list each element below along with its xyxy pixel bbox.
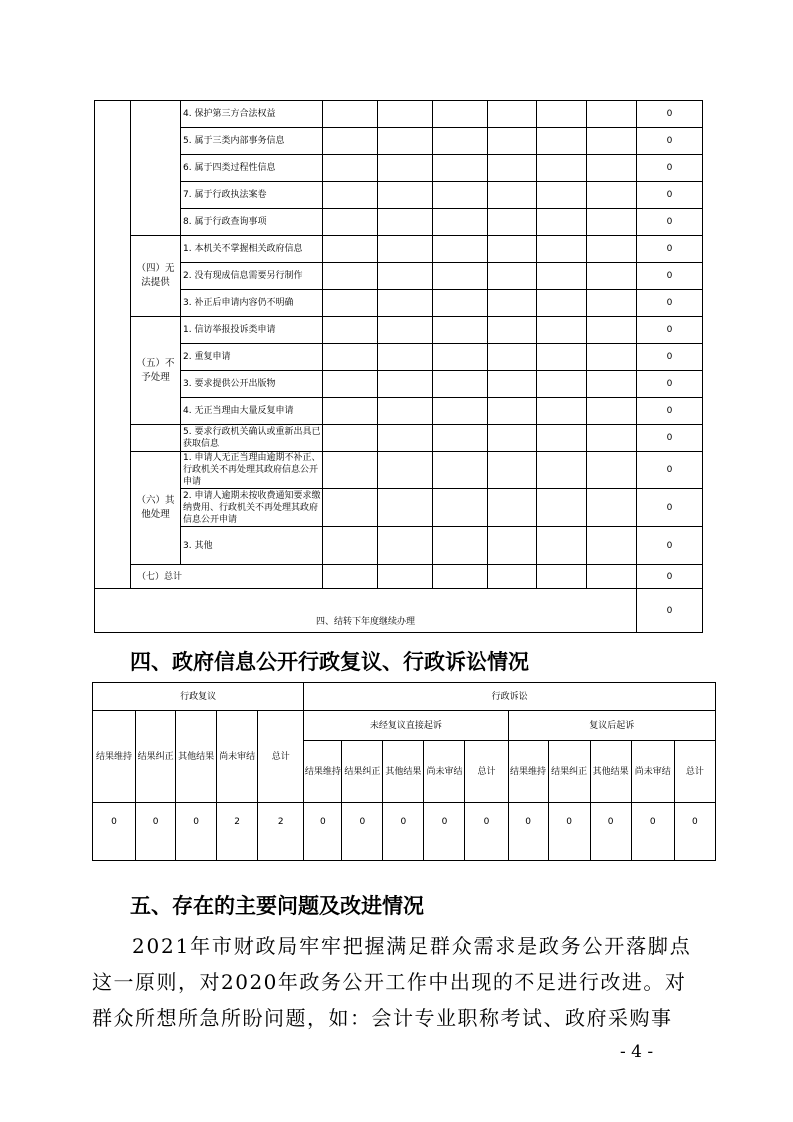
empty-cell: [323, 527, 378, 565]
empty-cell: [488, 101, 537, 128]
empty-cell: [587, 452, 637, 489]
empty-cell: [378, 101, 433, 128]
empty-cell: [323, 263, 378, 290]
direct-value: 0: [424, 803, 465, 861]
empty-cell: [323, 128, 378, 155]
category-cell: （五）不予处理: [131, 317, 181, 425]
application-handling-table: [94, 100, 703, 633]
empty-cell: [433, 452, 488, 489]
item-label: 8. 属于行政查询事项: [181, 209, 323, 236]
empty-cell: [488, 128, 537, 155]
empty-cell: [433, 489, 488, 527]
direct-value: 0: [383, 803, 424, 861]
empty-cell: [537, 489, 587, 527]
item-label: 4. 保护第三方合法权益: [181, 101, 323, 128]
after-review-value: 0: [674, 803, 715, 861]
empty-cell: [323, 317, 378, 344]
review-col-header: 尚未审结: [217, 711, 258, 803]
empty-cell: [488, 527, 537, 565]
review-value: 0: [176, 803, 217, 861]
empty-cell: [378, 527, 433, 565]
after-review-col-header: 结果维持: [508, 741, 548, 803]
review-col-header: 结果维持: [93, 711, 136, 803]
empty-cell: [587, 155, 637, 182]
empty-cell: [433, 209, 488, 236]
review-col-header: 其他结果: [176, 711, 217, 803]
after-review-value: 0: [631, 803, 674, 861]
empty-cell: [537, 398, 587, 425]
review-col-header: 总计: [258, 711, 304, 803]
empty-cell: [433, 527, 488, 565]
outer-merged-cell: [95, 101, 131, 589]
empty-cell: [323, 489, 378, 527]
empty-cell: [537, 155, 587, 182]
empty-cell: [537, 209, 587, 236]
review-value: 0: [93, 803, 136, 861]
after-review-value: 0: [508, 803, 548, 861]
item-total: 0: [637, 489, 703, 527]
item-label: 4. 无正当理由大量反复申请: [181, 398, 323, 425]
empty-cell: [537, 565, 587, 589]
empty-cell: [488, 263, 537, 290]
empty-cell: [537, 128, 587, 155]
empty-cell: [537, 101, 587, 128]
empty-cell: [587, 398, 637, 425]
empty-cell: [433, 236, 488, 263]
empty-cell: [378, 371, 433, 398]
empty-cell: [433, 565, 488, 589]
item-total: 0: [637, 182, 703, 209]
empty-cell: [323, 452, 378, 489]
empty-cell: [488, 425, 537, 452]
empty-cell: [537, 290, 587, 317]
item-label: 3. 补正后申请内容仍不明确: [181, 290, 323, 317]
empty-cell: [433, 398, 488, 425]
review-litigation-table: [92, 682, 716, 861]
after-review-col-header: 总计: [674, 741, 715, 803]
page-number: - 4 -: [620, 1042, 654, 1062]
empty-cell: [537, 263, 587, 290]
item-total: 0: [637, 317, 703, 344]
empty-cell: [488, 489, 537, 527]
empty-cell: [537, 236, 587, 263]
item-total: 0: [637, 209, 703, 236]
subtotal-label: （七）总计: [131, 565, 323, 589]
empty-cell: [537, 317, 587, 344]
empty-cell: [537, 452, 587, 489]
direct-lawsuit-header: 未经复议直接起诉: [304, 711, 508, 741]
item-label: 1. 本机关不掌握相关政府信息: [181, 236, 323, 263]
after-review-lawsuit-header: 复议后起诉: [508, 711, 715, 741]
empty-cell: [488, 155, 537, 182]
section-5-heading: 五、存在的主要问题及改进情况: [130, 894, 424, 918]
empty-cell: [587, 209, 637, 236]
direct-col-header: 结果维持: [304, 741, 342, 803]
empty-cell: [378, 425, 433, 452]
empty-cell: [587, 344, 637, 371]
review-value: 0: [136, 803, 176, 861]
item-total: 0: [637, 236, 703, 263]
empty-cell: [488, 565, 537, 589]
empty-cell: [488, 209, 537, 236]
paragraph-line: 2021年市财政局牢牢把握满足群众需求是政务公开落脚点: [132, 934, 692, 958]
empty-cell: [587, 489, 637, 527]
direct-col-header: 其他结果: [383, 741, 424, 803]
empty-cell: [488, 236, 537, 263]
empty-cell: [433, 182, 488, 209]
direct-col-header: 结果纠正: [342, 741, 383, 803]
item-total: 0: [637, 101, 703, 128]
direct-col-header: 总计: [465, 741, 508, 803]
empty-cell: [587, 317, 637, 344]
empty-cell: [378, 128, 433, 155]
empty-cell: [378, 317, 433, 344]
empty-cell: [378, 290, 433, 317]
empty-cell: [488, 344, 537, 371]
empty-cell: [587, 565, 637, 589]
item-label: 3. 要求提供公开出版物: [181, 371, 323, 398]
item-label: 6. 属于四类过程性信息: [181, 155, 323, 182]
empty-cell: [587, 371, 637, 398]
carry-over-label: 四、结转下年度继续办理: [95, 589, 637, 633]
empty-cell: [323, 371, 378, 398]
item-label: 5. 属于三类内部事务信息: [181, 128, 323, 155]
item-label: 2. 没有现成信息需要另行制作: [181, 263, 323, 290]
empty-cell: [378, 209, 433, 236]
empty-cell: [323, 565, 378, 589]
empty-cell: [378, 236, 433, 263]
review-value: 2: [217, 803, 258, 861]
empty-cell: [537, 344, 587, 371]
item-label: 2. 申请人逾期未按收费通知要求缴纳费用、行政机关不再处理其政府信息公开申请: [181, 489, 323, 527]
empty-cell: [537, 425, 587, 452]
empty-cell: [378, 489, 433, 527]
empty-cell: [488, 290, 537, 317]
paragraph-line: 这一原则，对2020年政务公开工作中出现的不足进行改进。对: [92, 970, 687, 994]
empty-cell: [587, 527, 637, 565]
item-total: 0: [637, 263, 703, 290]
item-total: 0: [637, 371, 703, 398]
empty-cell: [587, 182, 637, 209]
empty-cell: [378, 263, 433, 290]
item-label: 1. 申请人无正当理由逾期不补正、行政机关不再处理其政府信息公开申请: [181, 452, 323, 489]
direct-value: 0: [342, 803, 383, 861]
item-label: 5. 要求行政机关确认或重新出具已获取信息: [181, 425, 323, 452]
category-cell: [131, 101, 181, 236]
section-4-heading: 四、政府信息公开行政复议、行政诉讼情况: [130, 650, 529, 674]
empty-cell: [587, 236, 637, 263]
empty-cell: [378, 452, 433, 489]
empty-cell: [323, 155, 378, 182]
item-label: 1. 信访举报投诉类申请: [181, 317, 323, 344]
empty-cell: [378, 344, 433, 371]
direct-col-header: 尚未审结: [424, 741, 465, 803]
empty-cell: [433, 263, 488, 290]
empty-cell: [323, 209, 378, 236]
empty-cell: [587, 263, 637, 290]
empty-cell: [587, 425, 637, 452]
empty-cell: [323, 290, 378, 317]
empty-cell: [488, 452, 537, 489]
empty-cell: [378, 565, 433, 589]
item-label: 7. 属于行政执法案卷: [181, 182, 323, 209]
item-label: 3. 其他: [181, 527, 323, 565]
item-total: 0: [637, 527, 703, 565]
item-total: 0: [637, 344, 703, 371]
item-total: 0: [637, 425, 703, 452]
section-5-paragraph: [92, 928, 712, 1036]
after-review-col-header: 尚未审结: [631, 741, 674, 803]
litigation-header: 行政诉讼: [304, 683, 716, 711]
item-total: 0: [637, 128, 703, 155]
carry-over-value: 0: [637, 589, 703, 633]
empty-cell: [537, 527, 587, 565]
empty-cell: [323, 101, 378, 128]
after-review-col-header: 其他结果: [590, 741, 631, 803]
after-review-value: 0: [548, 803, 590, 861]
after-review-value: 0: [590, 803, 631, 861]
empty-cell: [488, 317, 537, 344]
empty-cell: [378, 398, 433, 425]
empty-cell: [323, 182, 378, 209]
empty-cell: [488, 398, 537, 425]
empty-cell: [323, 344, 378, 371]
empty-cell: [378, 182, 433, 209]
paragraph-line: 群众所想所急所盼问题，如：会计专业职称考试、政府采购事: [92, 1006, 673, 1030]
after-review-col-header: 结果纠正: [548, 741, 590, 803]
category-cell: [131, 425, 181, 452]
empty-cell: [433, 317, 488, 344]
empty-cell: [488, 371, 537, 398]
item-total: 0: [637, 290, 703, 317]
empty-cell: [433, 425, 488, 452]
item-total: 0: [637, 155, 703, 182]
item-total: 0: [637, 398, 703, 425]
empty-cell: [587, 101, 637, 128]
review-header: 行政复议: [93, 683, 304, 711]
empty-cell: [433, 371, 488, 398]
empty-cell: [433, 344, 488, 371]
direct-value: 0: [304, 803, 342, 861]
category-cell: （六）其他处理: [131, 452, 181, 565]
empty-cell: [587, 290, 637, 317]
empty-cell: [323, 236, 378, 263]
empty-cell: [537, 371, 587, 398]
empty-cell: [433, 155, 488, 182]
empty-cell: [488, 182, 537, 209]
item-label: 2. 重复申请: [181, 344, 323, 371]
empty-cell: [323, 425, 378, 452]
empty-cell: [587, 128, 637, 155]
empty-cell: [537, 182, 587, 209]
empty-cell: [323, 398, 378, 425]
review-col-header: 结果纠正: [136, 711, 176, 803]
empty-cell: [378, 155, 433, 182]
subtotal-value: 0: [637, 565, 703, 589]
review-value: 2: [258, 803, 304, 861]
empty-cell: [433, 128, 488, 155]
item-total: 0: [637, 452, 703, 489]
category-cell: （四）无法提供: [131, 236, 181, 317]
direct-value: 0: [465, 803, 508, 861]
empty-cell: [433, 290, 488, 317]
empty-cell: [433, 101, 488, 128]
